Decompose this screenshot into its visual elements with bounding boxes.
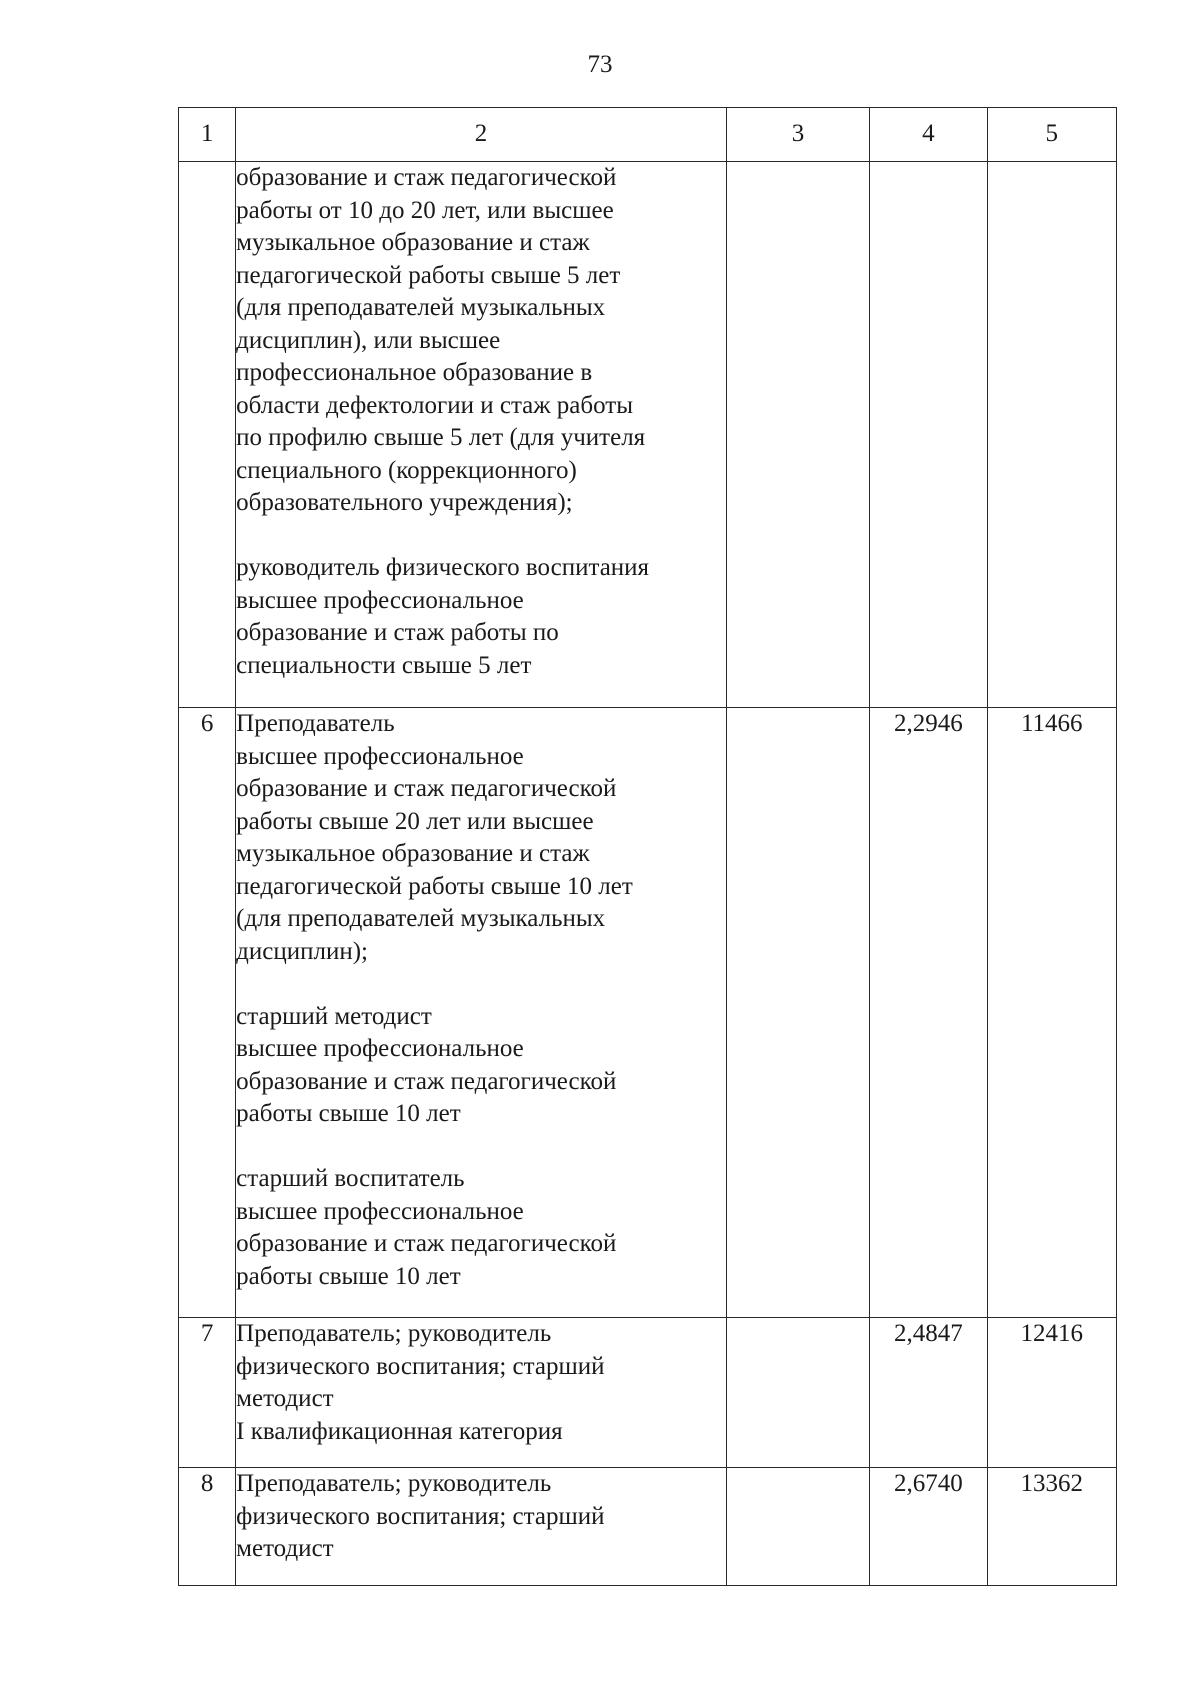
row-number bbox=[179, 162, 236, 708]
row-number: 7 bbox=[179, 1318, 236, 1468]
description-paragraph: руководитель физического воспитания высшее профессиональное образование и стаж работы по специальности свыше 5 лет bbox=[236, 554, 650, 679]
position-description bbox=[236, 708, 727, 1318]
coefficient-cell: 2,6740 bbox=[870, 1468, 987, 1586]
description-paragraph: Преподаватель; руководитель физического воспитания; старший методист bbox=[236, 1470, 605, 1562]
row-number: 6 bbox=[179, 708, 236, 1318]
table-row bbox=[179, 1468, 1117, 1586]
col-3-cell bbox=[726, 1468, 869, 1586]
description-paragraph: Преподаватель высшее профессиональное образование и стаж педагогической работы свыше 20 лет или высшее музыкальное образование и стаж педагогической работы свыше 10 лет (для преподавателей музыкальных дисциплин); bbox=[236, 710, 633, 965]
salary-cell: 13362 bbox=[987, 1468, 1116, 1586]
salary-cell: 11466 bbox=[987, 708, 1116, 1318]
position-description bbox=[236, 1318, 727, 1468]
row-number: 8 bbox=[179, 1468, 236, 1586]
table-row bbox=[179, 162, 1117, 708]
salary-cell bbox=[987, 162, 1116, 708]
coefficient-cell: 2,2946 bbox=[870, 708, 987, 1318]
col-3-cell bbox=[726, 162, 869, 708]
table-row bbox=[179, 708, 1117, 1318]
header-col-2: 2 bbox=[236, 108, 727, 162]
position-description bbox=[236, 1468, 727, 1586]
description-paragraph: Преподаватель; руководитель физического воспитания; старший методист I квалификационная категория bbox=[236, 1320, 605, 1445]
coefficient-cell: 2,4847 bbox=[870, 1318, 987, 1468]
table-row bbox=[179, 1318, 1117, 1468]
description-paragraph: старший методист высшее профессиональное образование и стаж педагогической работы свыше 10 лет bbox=[236, 1002, 617, 1127]
salary-cell: 12416 bbox=[987, 1318, 1116, 1468]
salary-table bbox=[178, 107, 1117, 1586]
position-description bbox=[236, 162, 727, 708]
table-header-row bbox=[179, 108, 1117, 162]
description-paragraph: образование и стаж педагогической работы от 10 до 20 лет, или высшее музыкальное образование и стаж педагогической работы свыше 5 лет (для преподавателей музыкальных дисциплин), или высшее профессиональное образование в области дефектологии и стаж работы по профилю свыше 5 лет (для учителя специального (коррекционного) образовательного учреждения); bbox=[236, 164, 646, 516]
coefficient-cell bbox=[870, 162, 987, 708]
col-3-cell bbox=[726, 1318, 869, 1468]
page-number: 73 bbox=[587, 51, 613, 78]
header-col-3: 3 bbox=[726, 108, 869, 162]
header-col-1: 1 bbox=[179, 108, 236, 162]
col-3-cell bbox=[726, 708, 869, 1318]
header-col-5: 5 bbox=[987, 108, 1116, 162]
header-col-4: 4 bbox=[870, 108, 987, 162]
description-paragraph: старший воспитатель высшее профессиональное образование и стаж педагогической работы свыше 10 лет bbox=[236, 1165, 617, 1290]
